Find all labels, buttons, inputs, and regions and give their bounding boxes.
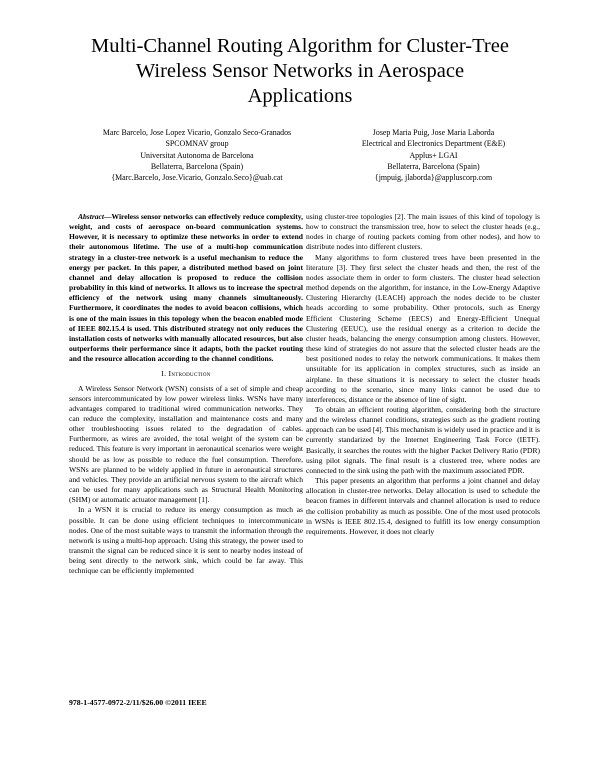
paragraph: This paper presents an algorithm that performs a joint channel and delay allocation in cluster-tree networks. Delay allocation is used to schedule the beacon frames in different intervals and channel allocation is used to reduce the collision probability as much as possible. One of the most used protocols in WSNs is IEEE 802.15.4, designed to fulfill its low energy consumption requirements. However, it does not clearly — [306, 476, 540, 536]
abstract-label: Abstract — [78, 212, 104, 221]
author-email: {Marc.Barcelo, Jose.Vicario, Gonzalo.Seco}@uab.cat — [111, 173, 283, 183]
paragraph: Many algorithms to form clustered trees have been presented in the literature [3]. They first select the cluster heads and then, the rest of the nodes associate them in order to form clusters. The cluster head selection method depends on the algorithm, for instance, in the Low-Energy Adaptive Clustering Hierarchy (LEACH) approach the nodes decide to be cluster heads according to some probability. Other protocols, such as Energy Efficient Clustering Scheme (EECS) and Energy-Efficient Unequal Clustering (EEUC), use the residual energy as a criterion to decide the cluster heads, balancing the energy consumption among clusters. However, these kind of strategies do not assure that the selected cluster heads are the best positioned nodes to relay the network communications. It makes them unsuitable for its application in complex structures, such as inside an airplane. In these situations it is necessary to select the cluster heads according to the scenario, since many links cannot be used due to interferences, distance or the absence of line of sight. — [306, 252, 540, 404]
abstract-text: —Wireless sensor networks can effectively reduce complexity, weight, and costs of aerospace on-board communication systems. However, it is necessary to optimize these networks in order to extend their autonomous lifetime. The use of a multi-hop communication strategy in a cluster-tree network is a useful mechanism to reduce the energy per packet. In this paper, a distributed method based on joint channel and delay allocation is proposed to reduce the collision probability in this kind of networks. It allows us to increase the spectral efficiency of the network using many channels simultaneously. Furthermore, it coordinates the nodes to avoid beacon collisions, which is one of the main issues in this topology when the beacon enabled mode of IEEE 802.15.4 is used. This distributed strategy not only reduces the installation costs of networks with manually allocated resources, but also outperforms their performance since it adapts, both the packet routing and the resource allocation according to the channel conditions. — [69, 212, 303, 364]
paragraph: In a WSN it is crucial to reduce its energy consumption as much as possible. It can be done using efficient techniques to intercommunicate nodes. One of the most suitable ways to transmit the information through the network is using a multi-hop approach. Using this strategy, the power used to transmit the signal can be reduced since it is sent to nearby nodes instead of being sent directly to the network sink, which could be far away. This technique can be efficiently implemented — [69, 505, 303, 576]
author-group: SPCOMNAV group — [165, 139, 229, 149]
copyright-footer: 978-1-4577-0972-2/11/$26.00 ©2011 IEEE — [69, 698, 207, 707]
author-company: Applus+ LGAI — [409, 150, 458, 160]
author-location: Bellaterra, Barcelona (Spain) — [387, 161, 480, 171]
right-column — [306, 212, 540, 537]
paragraph: using cluster-tree topologies [2]. The main issues of this kind of topology is how to construct the transmission tree, how to select the cluster heads (e.g., nodes in charge of routing packets coming from other nodes), and how to distribute nodes into different clusters. — [306, 212, 540, 252]
author-names: Josep Maria Puig, Jose Maria Laborda — [372, 128, 495, 137]
left-column — [69, 212, 303, 576]
author-email: {jmpuig, jlaborda}@appluscorp.com — [374, 173, 493, 183]
paper-title — [40, 34, 560, 109]
author-location: Bellaterra, Barcelona (Spain) — [150, 161, 244, 171]
paragraph: To obtain an efficient routing algorithm, considering both the structure and the wireless channel conditions, strategies such as the gradient routing approach can be used [4]. This mechanism is widely used in practice and it is currently standarized by the Internet Engineering Task Force (IETF). Basically, it searches the routes with the higher Packet Delivery Ratio (PDR) using pilot signals. The final result is a clustered tree, where nodes are connected to the sink using the path with the maximum associated PDR. — [306, 404, 540, 475]
title-line-2: Wireless Sensor Networks in Aerospace — [135, 60, 465, 82]
title-line-1: Multi-Channel Routing Algorithm for Cluster-Tree — [91, 35, 509, 57]
author-block-left — [79, 127, 315, 183]
author-university: Universitat Autonoma de Barcelona — [140, 150, 254, 160]
paragraph: A Wireless Sensor Network (WSN) consists of a set of simple and cheap sensors intercommunicated by low power wireless links. WSNs have many advantages compared to traditional wired communication networks. They can reduce the complexity, installation and maintenance costs and many other troubleshooting issues related to the degradation of cables. Furthermore, as wires are avoided, the total weight of the system can be reduced. This feature is very important in aeronautical scenarios were weight should be as low as possible to reduce the fuel consumption. Therefore, WSNs are planned to be widely applied in future in aeronautical structures and vehicles. They provide an artificial nervous system to the aircraft which can be used for many applications such as Structural Health Monitoring (SHM) or automatic actuator management [1]. — [69, 383, 303, 505]
title-line-3: Applications — [247, 85, 353, 107]
section-number: I. — [161, 369, 167, 379]
abstract — [69, 212, 303, 364]
section-title: Introduction — [168, 369, 211, 379]
author-block-right — [330, 127, 537, 183]
author-department: Electrical and Electronics Department (E&E) — [361, 139, 506, 149]
section-heading — [69, 369, 303, 379]
author-names: Marc Barcelo, Jose Lopez Vicario, Gonzalo Seco-Granados — [102, 128, 292, 137]
